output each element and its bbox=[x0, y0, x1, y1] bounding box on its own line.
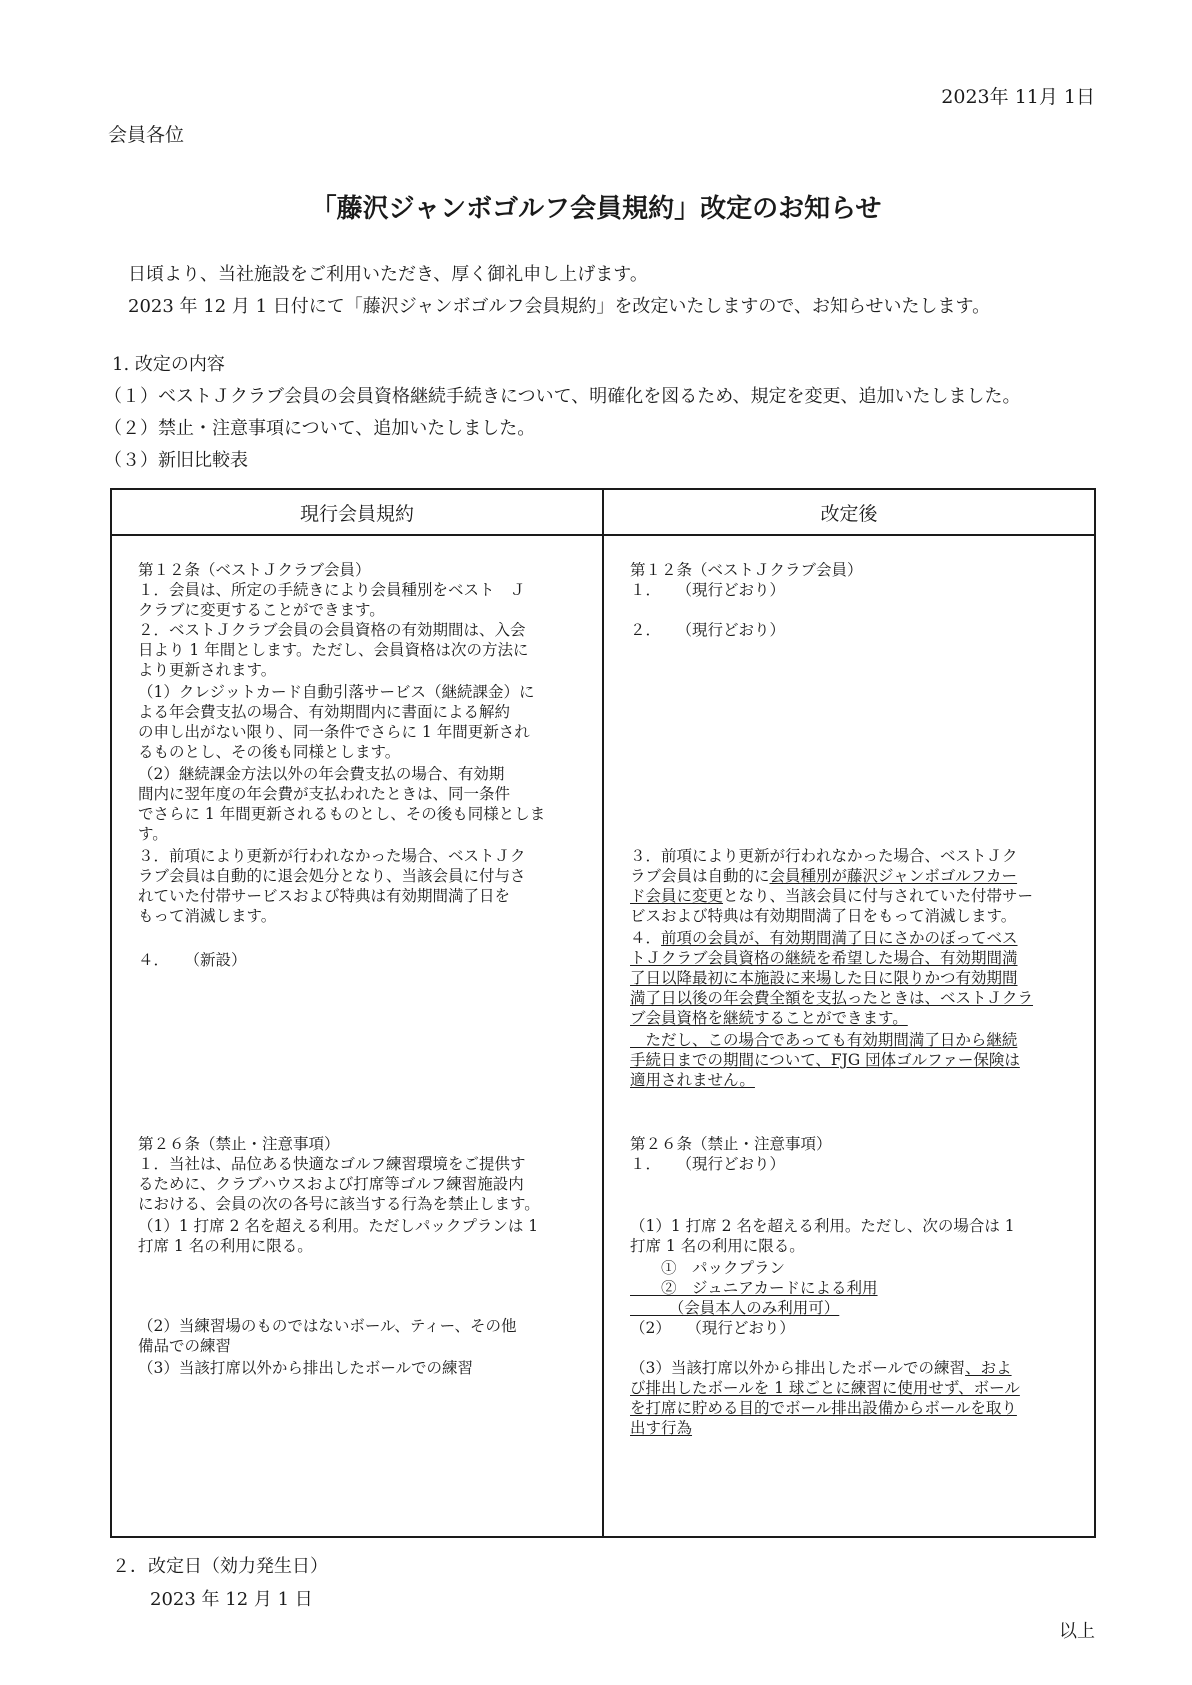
right-line bbox=[630, 948, 1018, 968]
right-line: ３．前項により更新が行われなかった場合、ベストＪク bbox=[630, 847, 1018, 865]
left-line: における、会員の次の各号に該当する行為を禁止します。 bbox=[138, 1195, 540, 1213]
right-line bbox=[630, 1070, 755, 1090]
left-line: 日より 1 年間とします。ただし、会員資格は次の方法に bbox=[138, 641, 529, 659]
left-line: よる年会費支払の場合、有効期間内に書面による解約 bbox=[138, 703, 511, 721]
column-header-revised: 改定後 bbox=[603, 489, 1095, 535]
amended-text: ② ジュニアカードによる利用 bbox=[630, 1279, 878, 1297]
right-line: ２． （現行どおり） bbox=[630, 621, 786, 639]
left-line: す。 bbox=[138, 825, 168, 843]
left-line: （1）1 打席 2 名を超える利用。ただしパックプランは 1 bbox=[138, 1217, 539, 1235]
left-line: もって消滅します。 bbox=[138, 907, 277, 925]
left-line: ２．ベストＪクラブ会員の会員資格の有効期間は、入会 bbox=[138, 621, 526, 639]
addressee: 会員各位 bbox=[108, 124, 185, 146]
amended-text: ブ会員資格を継続することができます。 bbox=[630, 1009, 908, 1027]
right-line: ① パックプラン bbox=[630, 1259, 786, 1277]
left-line: 第１２条（ベストＪクラブ会員） bbox=[138, 561, 371, 579]
section-2-heading: ２．改定日（効力発生日） bbox=[112, 1556, 328, 1577]
left-line: るために、クラブハウスおよび打席等ゴルフ練習施設内 bbox=[138, 1175, 524, 1193]
right-line bbox=[630, 886, 1033, 906]
right-line bbox=[630, 1030, 1017, 1050]
right-line bbox=[630, 1378, 1020, 1398]
right-line bbox=[630, 928, 1018, 948]
line-text: となり、当該会員に付与されていた付帯サー bbox=[723, 887, 1034, 905]
left-line: ３．前項により更新が行われなかった場合、ベストＪク bbox=[138, 847, 526, 865]
left-line: 間内に翌年度の年会費が支払われたときは、同一条件 bbox=[138, 785, 511, 803]
left-line: ４． （新設） bbox=[138, 951, 247, 969]
line-text: （3）当該打席以外から排出したボールでの練習 bbox=[630, 1359, 966, 1377]
amended-text: び排出したボールを 1 球ごとに練習に使用せず、ボール bbox=[630, 1379, 1020, 1397]
line-text: ４． bbox=[630, 929, 662, 947]
right-line bbox=[630, 988, 1033, 1008]
current-rules-cell bbox=[111, 535, 603, 1537]
left-line: １．当社は、品位ある快適なゴルフ練習環境をご提供す bbox=[138, 1155, 526, 1173]
document-date: 2023年 11月 1日 bbox=[941, 86, 1095, 108]
left-line: １．会員は、所定の手続きにより会員種別をベスト Ｊ bbox=[138, 581, 526, 599]
right-line bbox=[630, 1418, 692, 1438]
revised-rules-text bbox=[604, 536, 1094, 1536]
effective-date: 2023 年 12 月 1 日 bbox=[150, 1589, 313, 1610]
left-line: （2）継続課金方法以外の年会費支払の場合、有効期 bbox=[138, 765, 505, 783]
column-header-current: 現行会員規約 bbox=[111, 489, 603, 535]
right-line: （1）1 打席 2 名を超える利用。ただし、次の場合は 1 bbox=[630, 1217, 1015, 1235]
section-1-item: （２）禁止・注意事項について、追加いたしました。 bbox=[104, 418, 536, 439]
right-line bbox=[630, 1298, 839, 1318]
section-1-item: （１）ベストＪクラブ会員の会員資格継続手続きについて、明確化を図るため、規定を変更、追加いたしました。 bbox=[104, 386, 1021, 407]
right-line bbox=[630, 1008, 908, 1028]
amended-text: 手続日までの期間について、FJG 団体ゴルファー保険は bbox=[630, 1051, 1020, 1069]
right-line bbox=[630, 1398, 1017, 1418]
right-line: 第１２条（ベストＪクラブ会員） bbox=[630, 561, 863, 579]
left-line: より更新されます。 bbox=[138, 661, 277, 679]
amended-text: 適用されません。 bbox=[630, 1071, 755, 1089]
right-line: １． （現行どおり） bbox=[630, 1155, 786, 1173]
right-line: （2） （現行どおり） bbox=[630, 1319, 795, 1337]
amended-text: 前項の会員が、有効期間満了日にさかのぼってベス bbox=[661, 929, 1018, 947]
intro-line-2: 2023 年 12 月 1 日付にて「藤沢ジャンボゴルフ会員規約」を改定いたしますので、お知らせいたします。 bbox=[128, 296, 991, 317]
line-text: ラブ会員は自動的に bbox=[630, 867, 770, 885]
amended-text: トＪクラブ会員資格の継続を希望した場合、有効期間満 bbox=[630, 949, 1018, 967]
closing-mark: 以上 bbox=[1059, 1621, 1095, 1642]
right-line: 打席 1 名の利用に限る。 bbox=[630, 1237, 805, 1255]
left-line: 第２６条（禁止・注意事項） bbox=[138, 1135, 340, 1153]
amended-text: 会員種別が藤沢ジャンボゴルフカー bbox=[769, 867, 1018, 885]
section-1-heading: 1. 改定の内容 bbox=[112, 354, 225, 375]
right-line: ビスおよび特典は有効期間満了日をもって消滅します。 bbox=[630, 907, 1017, 925]
amended-text: 了日以降最初に本施設に来場した日に限りかつ有効期間 bbox=[630, 969, 1018, 987]
right-line: 第２６条（禁止・注意事項） bbox=[630, 1135, 832, 1153]
left-line: 備品での練習 bbox=[138, 1337, 232, 1355]
left-line: るものとし、その後も同様とします。 bbox=[138, 743, 401, 761]
right-line bbox=[630, 1278, 878, 1298]
left-line: （1）クレジットカード自動引落サービス（継続課金）に bbox=[138, 683, 535, 701]
right-line bbox=[630, 866, 1017, 886]
comparison-table bbox=[110, 488, 1096, 1538]
revised-rules-cell bbox=[603, 535, 1095, 1537]
left-line: （2）当練習場のものではないボール、ティー、その他 bbox=[138, 1317, 517, 1335]
section-1-item: （３）新旧比較表 bbox=[104, 450, 248, 471]
amended-text: ド会員に変更 bbox=[630, 887, 724, 905]
left-line: 打席 1 名の利用に限る。 bbox=[138, 1237, 313, 1255]
right-line bbox=[630, 1050, 1020, 1070]
left-line: れていた付帯サービスおよび特典は有効期間満了日を bbox=[138, 887, 511, 905]
current-rules-text bbox=[112, 536, 602, 1536]
right-line bbox=[630, 968, 1018, 988]
left-line: クラブに変更することができます。 bbox=[138, 601, 385, 619]
left-line: ラブ会員は自動的に退会処分となり、当該会員に付与さ bbox=[138, 867, 526, 885]
amended-text: 満了日以後の年会費全額を支払ったときは、ベストＪクラ bbox=[630, 989, 1034, 1007]
amended-text: （会員本人のみ利用可） bbox=[630, 1299, 840, 1317]
amended-text: 、およ bbox=[965, 1359, 1012, 1377]
left-line: （3）当該打席以外から排出したボールでの練習 bbox=[138, 1359, 474, 1377]
amended-text: ただし、この場合であっても有効期間満了日から継続 bbox=[630, 1031, 1018, 1049]
left-line: でさらに 1 年間更新されるものとし、その後も同様としま bbox=[138, 805, 546, 823]
page-title: 「藤沢ジャンボゴルフ会員規約」改定のお知らせ bbox=[310, 194, 882, 224]
right-line: １． （現行どおり） bbox=[630, 581, 786, 599]
left-line: の申し出がない限り、同一条件でさらに 1 年間更新され bbox=[138, 723, 530, 741]
amended-text: 出す行為 bbox=[630, 1419, 693, 1437]
intro-line-1: 日頃より、当社施設をご利用いただき、厚く御礼申し上げます。 bbox=[128, 264, 648, 285]
amended-text: を打席に貯める目的でボール排出設備からボールを取り bbox=[630, 1399, 1017, 1417]
right-line bbox=[630, 1358, 1012, 1378]
